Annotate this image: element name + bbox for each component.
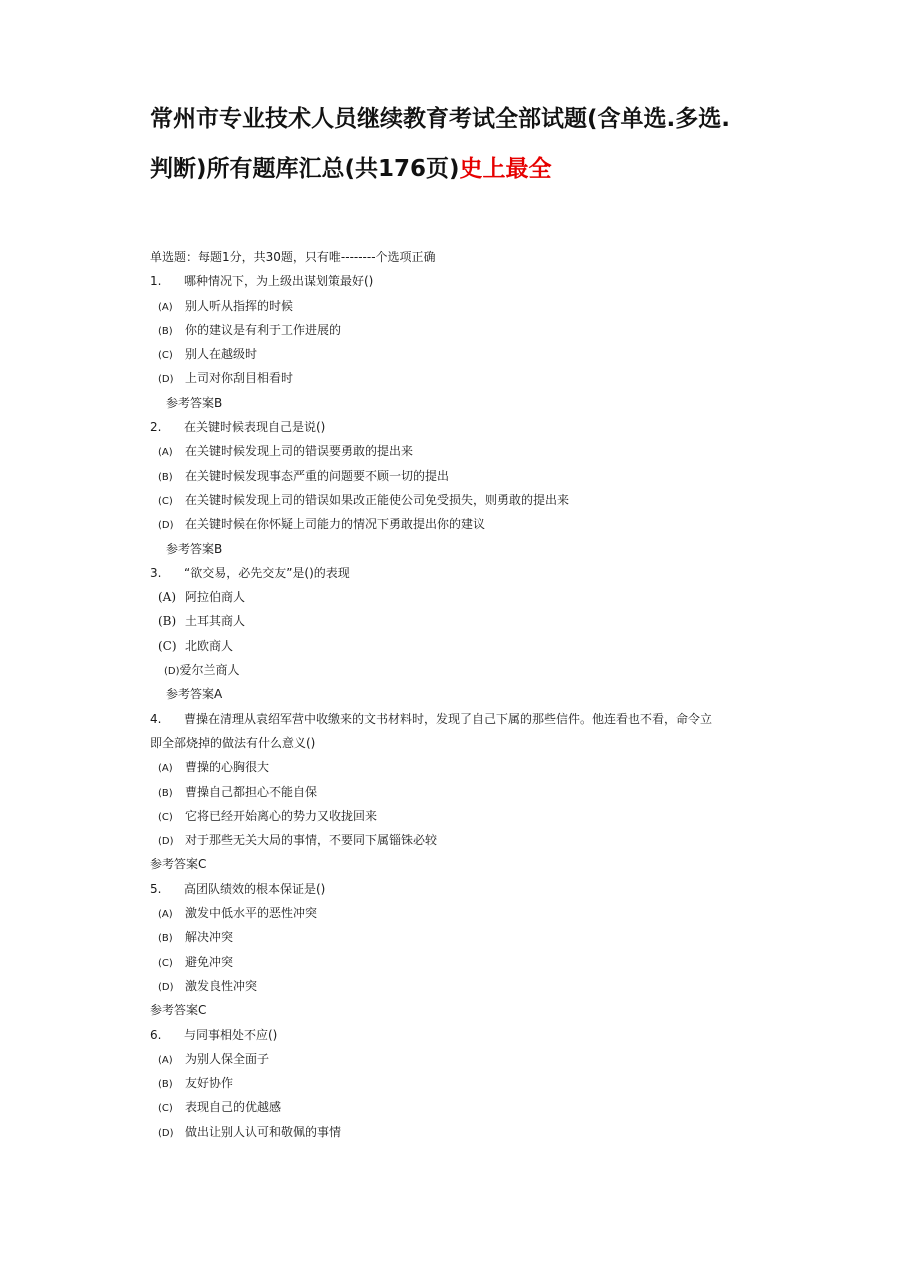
option-b <box>150 925 790 949</box>
option-letter: (C) <box>158 495 173 507</box>
option-c <box>150 804 790 828</box>
option-text: 避免冲突 <box>185 954 234 969</box>
option-b <box>150 464 790 488</box>
option-letter: (D) <box>158 374 174 386</box>
question-list <box>150 245 790 1144</box>
option-letter: (B) <box>158 933 173 945</box>
question-number: 4. <box>150 711 162 726</box>
option-a <box>150 755 790 779</box>
option-letter: (B) <box>158 614 177 629</box>
option-text: 在关键时候发现上司的错误要勇敢的提出来 <box>185 444 414 459</box>
question-1 <box>150 269 790 293</box>
option-text: 为别人保全面子 <box>185 1051 270 1066</box>
question-2 <box>150 415 790 439</box>
option-c <box>150 950 790 974</box>
option-letter: (C) <box>158 350 173 362</box>
option-text: 对于那些无关大局的事情，不要同下属锱铢必较 <box>185 833 438 848</box>
question-number: 1. <box>150 274 162 289</box>
option-a <box>150 585 790 609</box>
option-letter: (A) <box>158 590 177 605</box>
option-text: 激发中低水平的恶性冲突 <box>185 906 318 921</box>
option-d <box>150 658 790 682</box>
answer-5: 参考答案C <box>150 1003 207 1018</box>
option-b <box>150 780 790 804</box>
answer-1: 参考答案B <box>166 395 223 410</box>
option-c <box>150 342 790 366</box>
option-text: 在关键时候在你怀疑上司能力的情况下勇敢提出你的建议 <box>185 517 486 532</box>
option-letter: (B) <box>158 471 173 483</box>
option-letter: (A) <box>158 909 173 921</box>
option-text: 激发良性冲突 <box>185 978 258 993</box>
option-text: 它将已经开始离心的势力又收拢回来 <box>185 808 378 823</box>
option-letter: (C) <box>158 1103 173 1115</box>
option-text: 解决冲突 <box>185 930 234 945</box>
option-letter: (D) <box>164 666 180 678</box>
question-number: 3. <box>150 565 162 580</box>
option-letter: (A) <box>158 301 173 313</box>
option-text: 在关键时候发现事态严重的问题要不顾一切的提出 <box>185 468 450 483</box>
option-letter: (C) <box>158 811 173 823</box>
option-text: 土耳其商人 <box>185 614 246 629</box>
question-text: 高团队绩效的根本保证是() <box>184 881 326 896</box>
document-title <box>150 94 790 194</box>
option-b <box>150 609 790 633</box>
title-line-2 <box>150 144 790 194</box>
option-d <box>150 1120 790 1144</box>
question-text: 与同事相处不应() <box>184 1027 278 1042</box>
option-c <box>150 634 790 658</box>
question-text: 哪种情况下，为上级出谋划策最好() <box>184 274 374 289</box>
option-c <box>150 1095 790 1119</box>
option-text: 你的建议是有利于工作进展的 <box>185 322 342 337</box>
option-text: 爱尔兰商人 <box>179 663 240 678</box>
option-text: 做出让别人认可和敬佩的事情 <box>185 1124 342 1139</box>
option-letter: (B) <box>158 1079 173 1091</box>
option-d <box>150 828 790 852</box>
answer-2: 参考答案B <box>166 541 223 556</box>
option-d <box>150 512 790 536</box>
title-line-2-text: 判断)所有题库汇总(共176页) <box>150 156 460 182</box>
option-a <box>150 901 790 925</box>
question-number: 5. <box>150 881 162 896</box>
option-b <box>150 318 790 342</box>
option-a <box>150 294 790 318</box>
question-text: 曹操在清理从袁绍军营中收缴来的文书材料时，发现了自己下属的那些信件。他连看也不看，命令立 <box>184 711 713 726</box>
option-letter: (B) <box>158 325 173 337</box>
option-letter: (D) <box>158 836 174 848</box>
option-a <box>150 1047 790 1071</box>
question-number: 6. <box>150 1027 162 1042</box>
section-intro: 单选题：每题1分，共30题，只有唯--------个选项正确 <box>150 250 436 264</box>
option-text: 表现自己的优越感 <box>185 1100 282 1115</box>
option-text: 别人听从指挥的时候 <box>185 298 294 313</box>
option-letter: (C) <box>158 638 177 653</box>
question-5 <box>150 877 790 901</box>
option-letter: (D) <box>158 520 174 532</box>
option-a <box>150 439 790 463</box>
answer-4: 参考答案C <box>150 857 207 872</box>
option-text: 北欧商人 <box>185 638 234 653</box>
option-text: 友好协作 <box>185 1076 234 1091</box>
question-number: 2. <box>150 420 162 435</box>
option-d <box>150 366 790 390</box>
title-line-1: 常州市专业技术人员继续教育考试全部试题(含单选.多选. <box>150 106 730 132</box>
option-b <box>150 1071 790 1095</box>
question-text: “欲交易，必先交友”是()的表现 <box>184 565 350 580</box>
option-d <box>150 974 790 998</box>
option-text: 曹操的心胸很大 <box>185 760 270 775</box>
answer-3: 参考答案A <box>166 687 223 702</box>
title-highlight: 史上最全 <box>459 156 552 182</box>
option-text: 在关键时候发现上司的错误如果改正能使公司免受损失，则勇敢的提出来 <box>185 492 570 507</box>
option-letter: (A) <box>158 1054 173 1066</box>
question-3 <box>150 561 790 585</box>
option-letter: (A) <box>158 763 173 775</box>
question-4-continuation: 即全部烧掉的做法有什么意义() <box>150 735 316 750</box>
question-4 <box>150 707 790 731</box>
question-6 <box>150 1023 790 1047</box>
option-letter: (A) <box>158 447 173 459</box>
option-letter: (D) <box>158 981 174 993</box>
option-letter: (B) <box>158 787 173 799</box>
option-text: 上司对你刮目相看时 <box>185 371 294 386</box>
option-c <box>150 488 790 512</box>
option-text: 曹操自己都担心不能自保 <box>185 784 318 799</box>
option-letter: (D) <box>158 1127 174 1139</box>
option-letter: (C) <box>158 957 173 969</box>
question-text: 在关键时候表现自己是说() <box>184 420 326 435</box>
option-text: 阿拉伯商人 <box>185 590 246 605</box>
option-text: 别人在越级时 <box>185 347 258 362</box>
